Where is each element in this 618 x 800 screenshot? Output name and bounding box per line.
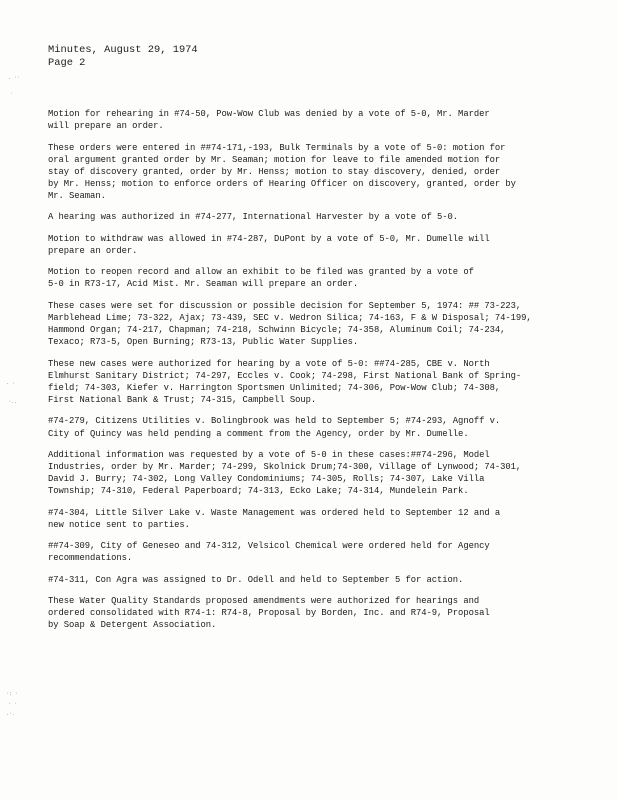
- minutes-paragraph: [48, 142, 594, 203]
- paragraph-line: These Water Quality Standards proposed amendments were authorized for hearings and: [48, 596, 480, 607]
- paragraph-line: #74-304, Little Silver Lake v. Waste Management was ordered held to September 12 and a: [48, 507, 501, 518]
- minutes-paragraph: [48, 595, 594, 631]
- minutes-paragraph: [48, 415, 594, 439]
- punch-hole-mark: ·: ·: [6, 691, 19, 697]
- paragraph-line: by Mr. Henss; motion to enforce orders of Hearing Officer on discovery, granted, order by: [48, 178, 516, 189]
- page-header: [48, 44, 198, 70]
- paragraph-line: A hearing was authorized in #74-277, International Harvester by a vote of 5-0.: [48, 212, 459, 223]
- minutes-paragraph: [48, 233, 594, 257]
- paragraph-line: Township; 74-310, Federal Paperboard; 74-313, Ecko Lake; 74-314, Mundelein Park.: [48, 486, 469, 497]
- paragraph-line: Elmhurst Sanitary District; 74-297, Eccles v. Cook; 74-298, First National Bank of Spring-: [48, 370, 522, 381]
- minutes-body: [48, 108, 594, 641]
- paragraph-line: oral argument granted order by Mr. Seaman; motion for leave to file amended motion for: [48, 154, 501, 165]
- paragraph-line: #74-279, Citizens Utilities v. Bolingbrook was held to September 5; #74-293, Agnoff v.: [48, 416, 501, 427]
- minutes-paragraph: [48, 211, 594, 223]
- page-number: Page 2: [48, 57, 86, 69]
- minutes-paragraph: [48, 574, 594, 586]
- minutes-paragraph: [48, 108, 594, 132]
- punch-hole-mark: . ··: [8, 75, 21, 81]
- paragraph-line: Mr. Seaman.: [48, 191, 106, 202]
- paragraph-line: stay of discovery granted, order by Mr. Henss; motion to stay discovery, denied, order: [48, 166, 501, 177]
- paragraph-line: field; 74-303, Kiefer v. Harrington Sportsmen Unlimited; 74-306, Pow-Wow Club; 74-308,: [48, 382, 501, 393]
- punch-hole-mark: ·: [10, 91, 14, 97]
- paragraph-line: These cases were set for discussion or possible decision for September 5, 1974: ## 73-223,: [48, 300, 522, 311]
- punch-hole-mark: - ·: [6, 381, 16, 387]
- minutes-paragraph: [48, 507, 594, 531]
- punch-hole-mark: ·..: [8, 399, 18, 405]
- paragraph-line: will prepare an order.: [48, 121, 164, 132]
- paragraph-line: #74-311, Con Agra was assigned to Dr. Odell and held to September 5 for action.: [48, 574, 464, 585]
- paragraph-line: David J. Burry; 74-302, Long Valley Condominiums; 74-305, Rolls; 74-307, Lake Villa: [48, 474, 485, 485]
- paragraph-line: Motion to withdraw was allowed in #74-287, DuPont by a vote of 5-0, Mr. Dumelle will: [48, 233, 490, 244]
- paragraph-line: These new cases were authorized for hearing by a vote of 5-0: ##74-285, CBE v. North: [48, 358, 490, 369]
- minutes-paragraph: [48, 449, 594, 498]
- paragraph-line: City of Quincy was held pending a comment from the Agency, order by Mr. Dumelle.: [48, 428, 469, 439]
- paragraph-line: Texaco; R73-5, Open Burning; R73-13, Public Water Supplies.: [48, 337, 359, 348]
- paragraph-line: These orders were entered in ##74-171,-193, Bulk Terminals by a vote of 5-0: motion for: [48, 142, 506, 153]
- paragraph-line: ordered consolidated with R74-1: R74-8, Proposal by Borden, Inc. and R74-9, Proposal: [48, 608, 490, 619]
- paragraph-line: Marblehead Lime; 73-322, Ajax; 73-439, SEC v. Wedron Silica; 74-163, F & W Disposal; 74-199,: [48, 312, 532, 323]
- paragraph-line: Additional information was requested by a vote of 5-0 in these cases:##74-296, Model: [48, 449, 490, 460]
- minutes-paragraph: [48, 300, 594, 349]
- paragraph-line: First National Bank & Trust; 74-315, Campbell Soup.: [48, 395, 317, 406]
- minutes-paragraph: [48, 266, 594, 290]
- punch-hole-mark: .·.: [6, 711, 16, 717]
- paragraph-line: 5-0 in R73-17, Acid Mist. Mr. Seaman will prepare an order.: [48, 279, 359, 290]
- paragraph-line: prepare an order.: [48, 245, 138, 256]
- minutes-paragraph: [48, 358, 594, 407]
- paragraph-line: new notice sent to parties.: [48, 519, 190, 530]
- punch-hole-mark: · ·: [8, 701, 18, 707]
- paragraph-line: recommendations.: [48, 553, 133, 564]
- paragraph-line: Industries, order by Mr. Marder; 74-299, Skolnick Drum;74-300, Village of Lynwood; 74-301,: [48, 462, 522, 473]
- paragraph-line: Motion for rehearing in #74-50, Pow-Wow Club was denied by a vote of 5-0, Mr. Marder: [48, 109, 490, 119]
- paragraph-line: by Soap & Detergent Association.: [48, 620, 217, 631]
- minutes-date: Minutes, August 29, 1974: [48, 44, 198, 56]
- paragraph-line: Motion to reopen record and allow an exhibit to be filed was granted by a vote of: [48, 267, 474, 278]
- minutes-paragraph: [48, 540, 594, 564]
- paragraph-line: Hammond Organ; 74-217, Chapman; 74-218, Schwinn Bicycle; 74-358, Aluminum Coil; 74-234,: [48, 325, 506, 336]
- paragraph-line: ##74-309, City of Geneseo and 74-312, Velsicol Chemical were ordered held for Agency: [48, 541, 490, 552]
